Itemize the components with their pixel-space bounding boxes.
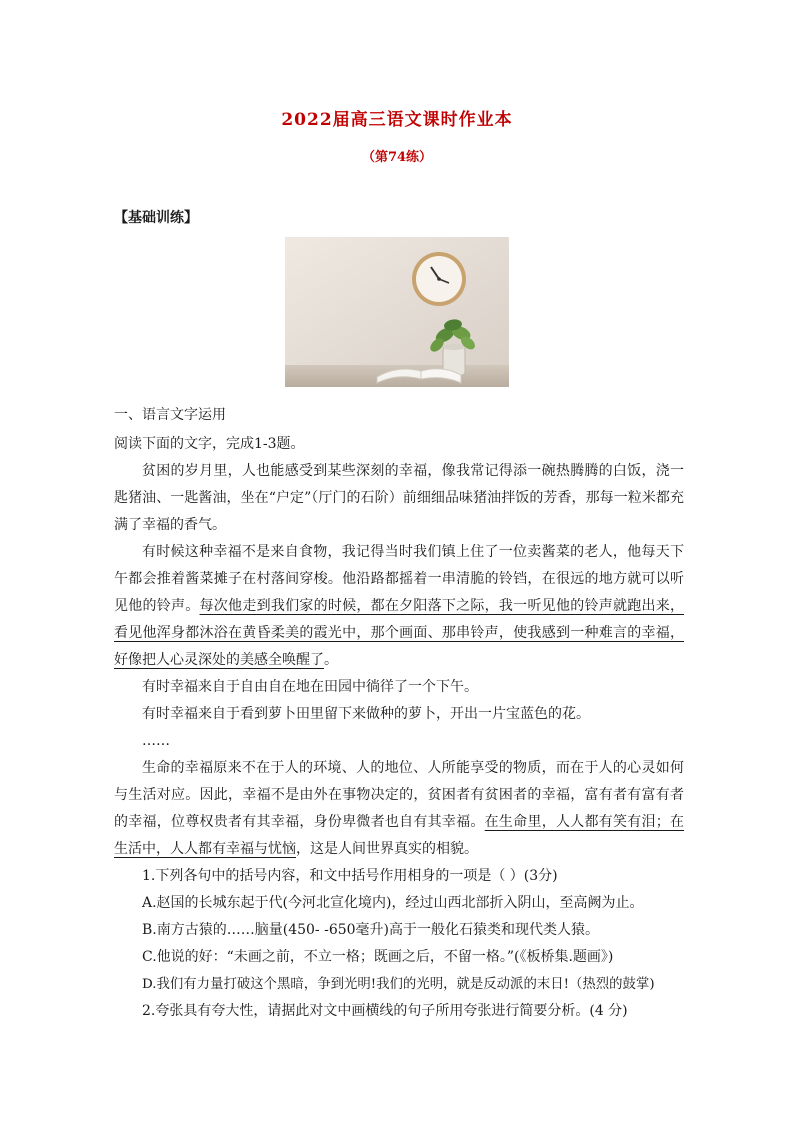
question-1-option-c: C.他说的好：“未画之前，不立一格；既画之后，不留一格。”(《板桥集.题画》) — [142, 949, 614, 965]
paragraph-1: 贫困的岁月里，人也能感受到某些深刻的幸福，像我常记得添一碗热腾腾的白饭，浇一匙猪油、一匙酱油，坐在“户定”（厅门的石阶）前细细品味猪油拌饭的芳香，那每一粒米都充满了幸福的香气。 — [114, 463, 684, 533]
question-2: 2.夸张具有夸大性，请据此对文中画横线的句子所用夸张进行简要分析。(4 分) — [142, 1003, 628, 1019]
instruction: 阅读下面的文字，完成1-3题。 — [114, 436, 305, 452]
paragraph-2-text: 有时候这种幸福不是来自食物，我记得当时我们镇上住了一位卖酱菜的老人，他每天下午都会推着酱菜摊子在村落间穿梭。他沿路都摇着一串清脆的铃铛，在很远的地方就可以听见他的铃声。 — [114, 544, 684, 614]
document-subtitle: （第74练） — [361, 150, 433, 165]
question-1: 1.下列各句中的括号内容，和文中括号作用相身的一项是（ ）(3分) — [142, 868, 558, 884]
part-heading: 一、语言文字运用 — [114, 407, 226, 423]
underlined-sentence-1: 每次他走到我们家的时候，都在夕阳落下之际，我一听见他的铃声就跑出来，看见他浑身都沐浴在黄昏柔美的霞光中，那个画面、那串铃声，使我感到一种难言的幸福，好像把人心灵深处的美感全唤醒了 — [114, 598, 685, 668]
clock-book-plant-photo — [285, 237, 509, 387]
question-1-option-a: A.赵国的长城东起于代(今河北宣化境内)，经过山西北部折入阴山，至高阙为止。 — [142, 895, 644, 911]
passage — [114, 431, 684, 1025]
document-title: 2022届高三语文课时作业本 — [281, 110, 513, 130]
paragraph-5-end: ，这是人间世界真实的相貌。 — [296, 841, 478, 857]
paragraph-4: 有时幸福来自于看到萝卜田里留下来做种的萝卜，开出一片宝蓝色的花。 — [142, 706, 590, 722]
ellipsis: …… — [142, 733, 170, 749]
paragraph-2-end: 。 — [324, 652, 338, 668]
paragraph-2 — [114, 539, 684, 674]
underlined-sentence-2: 在生命里，人人都有笑有泪；在生活中，人人都有幸福与忧恼 — [114, 814, 685, 857]
paragraph-5-text: 生命的幸福原来不在于人的环境、人的地位、人所能享受的物质，而在于人的心灵如何与生活对应。因此，幸福不是由外在事物决定的，贫困者有贫困者的幸福，富有者有富有者的幸福，位尊权贵者有其幸福，身份卑微者也自有其幸福。 — [114, 760, 684, 830]
paragraph-3: 有时幸福来自于自由自在地在田园中徜徉了一个下午。 — [142, 679, 478, 695]
question-1-option-d: D.我们有力量打破这个黑暗，争到光明!我们的光明，就是反动派的末日!（热烈的鼓掌) — [142, 977, 655, 992]
question-1-option-b: B.南方古猿的……脑量(450- -650毫升)高于一般化石猿类和现代类人猿。 — [142, 922, 600, 938]
paragraph-5 — [114, 755, 684, 863]
section-tag: 【基础训练】 — [114, 210, 198, 226]
